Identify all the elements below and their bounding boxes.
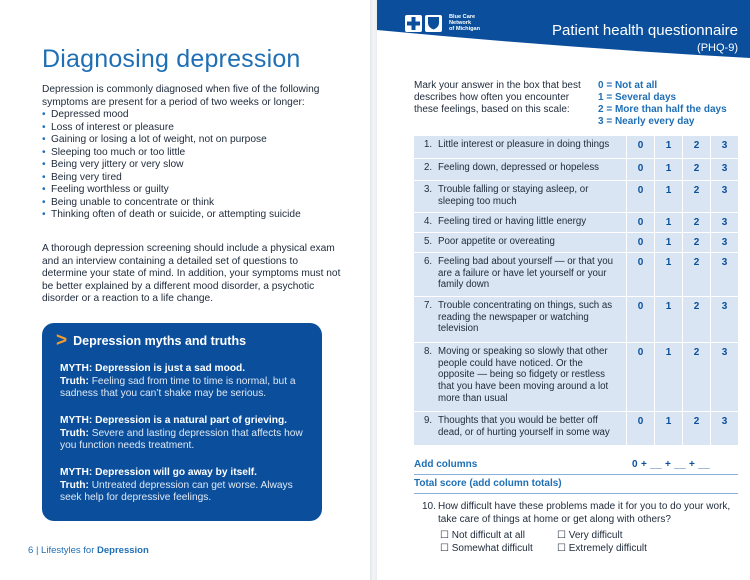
truth-text: Feeling sad from time to time is normal, but a sadness that you can’t shake may be serious. [60,375,296,400]
myth-statement: MYTH: Depression is just a sad mood. [60,363,246,374]
symptom-item: • Being unable to concentrate or think [42,197,342,210]
answer-box-1[interactable]: 1 [654,181,682,212]
answer-box-3[interactable]: 3 [710,297,738,342]
symptom-item: • Being very jittery or very slow [42,159,342,172]
answer-box-2[interactable]: 2 [682,253,710,296]
answer-box-3[interactable]: 3 [710,181,738,212]
answer-box-1[interactable]: 1 [654,233,682,252]
answer-box-2[interactable]: 2 [682,297,710,342]
question-number: 7. [424,300,433,311]
symptom-item: • Sleeping too much or too little [42,147,342,160]
chevron-right-icon: > [56,330,68,351]
scale-item: 0 = Not at all [598,80,658,91]
symptom-item: • Depressed mood [42,109,342,122]
footer-separator: | [35,545,39,556]
symptom-list [42,109,342,222]
option-somewhat-difficult-checkbox[interactable]: ☐ Somewhat difficult [440,543,557,556]
footer-series: Lifestyles for [41,545,95,556]
question-text: Little interest or pleasure in doing things [438,139,610,150]
page-footer [28,545,149,556]
left-page [0,0,370,580]
banner-title: Patient health questionnaire [552,22,738,39]
blue-shield-icon [425,15,442,32]
symptom-item: • Gaining or losing a lot of weight, not on purpose [42,134,342,147]
answer-box-3[interactable]: 3 [710,136,738,158]
question-row [414,412,738,446]
question-text: How difficult have these problems made it for you to do your work, take care of things at home or get along with others? [438,501,731,525]
question-cell [414,213,626,232]
question-row [414,159,738,181]
divider [414,493,738,494]
truth-text: Untreated depression can get worse. Always seek help for depressive feelings. [60,479,293,504]
answer-box-3[interactable]: 3 [710,343,738,411]
question-number: 3. [424,184,433,195]
question-text: Feeling bad about yourself — or that you are a failure or have let yourself or your family down [438,256,614,291]
answer-box-2[interactable]: 2 [682,343,710,411]
right-page [377,0,750,580]
symptom-item: • Feeling worthless or guilty [42,184,342,197]
question-cell [414,159,626,180]
answer-box-1[interactable]: 1 [654,213,682,232]
answer-box-3[interactable]: 3 [710,159,738,180]
logo-line: Blue Care [449,14,476,20]
question-text: Feeling tired or having little energy [438,216,587,227]
logo-text [449,14,480,33]
question-row [414,233,738,253]
question-number: 8. [424,346,433,357]
answer-box-1[interactable]: 1 [654,253,682,296]
truth-label: Truth: [60,479,89,491]
logo-line: Network [449,20,472,27]
question-10 [422,501,742,526]
answer-box-0[interactable]: 0 [626,136,654,158]
answer-box-2[interactable]: 2 [682,181,710,212]
answer-box-1[interactable]: 1 [654,136,682,158]
question-row [414,253,738,297]
answer-box-0[interactable]: 0 [626,343,654,411]
truth-label: Truth: [60,375,89,387]
answer-box-0[interactable]: 0 [626,181,654,212]
truth-text: Severe and lasting depression that affects how you function needs treatment. [60,427,303,452]
question-cell [414,343,626,411]
question-text: Thoughts that you would be better off dead, or of hurting yourself in some way [438,415,610,438]
myth-statement: MYTH: Depression will go away by itself. [60,467,257,478]
footer-topic: Depression [97,545,149,556]
question-row [414,297,738,343]
question-number: 1. [424,139,433,150]
answer-box-1[interactable]: 1 [654,343,682,411]
answer-box-3[interactable]: 3 [710,253,738,296]
scale-item: 1 = Several days [598,92,677,103]
question-row [414,213,738,233]
answer-box-3[interactable]: 3 [710,412,738,445]
answer-box-0[interactable]: 0 [626,253,654,296]
myths-box [42,323,322,521]
question-number: 2. [424,162,433,173]
answer-box-2[interactable]: 2 [682,233,710,252]
myth-item [60,415,316,453]
phq9-table [414,136,738,446]
bcn-logo [405,14,480,33]
symptom-item: • Being very tired [42,172,342,185]
question-number: 6. [424,256,433,267]
screening-paragraph: A thorough depression screening should include a physical exam and an interview containing a detailed set of questions to determine your state of mind. In addition, your symptoms must not be better explained by a different mood disorder, a psychotic disorder or a reaction to a life change. [42,243,341,304]
option-very-difficult-checkbox[interactable]: ☐ Very difficult [557,530,677,543]
add-columns-label: Add columns [414,459,478,470]
myth-item [60,363,316,401]
intro-text: Depression is commonly diagnosed when five of the following symptoms are present for a period of two weeks or longer: [42,84,320,108]
answer-box-0[interactable]: 0 [626,297,654,342]
question-cell [414,412,626,445]
page-number: 6 [28,545,34,556]
question-number: 4. [424,216,433,227]
answer-box-0[interactable]: 0 [626,412,654,445]
total-score-label: Total score (add column totals) [414,478,562,489]
truth-label: Truth: [60,427,89,439]
answer-box-0[interactable]: 0 [626,213,654,232]
question-number: 5. [424,236,433,247]
blue-cross-icon [405,15,422,32]
myth-item [60,467,316,505]
difficulty-options [440,530,677,555]
question-text: Feeling down, depressed or hopeless [438,162,600,173]
question-row [414,181,738,213]
answer-box-3[interactable]: 3 [710,213,738,232]
myths-heading [56,330,247,351]
question-text: Moving or speaking so slowly that other people could have noticed. Or the opposite — being so fidgety or restless that you have been moving around a lot more than usual [438,346,609,404]
answer-box-1[interactable]: 1 [654,297,682,342]
answer-box-2[interactable]: 2 [682,213,710,232]
intro-block [42,84,342,222]
symptom-item: • Thinking often of death or suicide, or attempting suicide [42,209,342,222]
scale-item: 2 = More than half the days [598,104,727,115]
question-row [414,136,738,159]
answer-box-1[interactable]: 1 [654,412,682,445]
option-not-difficult-checkbox[interactable]: ☐ Not difficult at all [440,530,557,543]
question-cell [414,181,626,212]
answer-box-2[interactable]: 2 [682,136,710,158]
banner-subtitle: (PHQ-9) [697,42,738,54]
answer-box-0[interactable]: 0 [626,159,654,180]
question-cell [414,136,626,158]
question-cell [414,297,626,342]
logo-line: of Michigan [449,26,481,33]
option-extremely-difficult-checkbox[interactable]: ☐ Extremely difficult [557,543,677,556]
symptom-item: • Loss of interest or pleasure [42,122,342,135]
myth-statement: MYTH: Depression is a natural part of grieving. [60,415,287,426]
question-row [414,343,738,412]
answer-box-1[interactable]: 1 [654,159,682,180]
question-text: Trouble falling or staying asleep, or sleeping too much [438,184,589,207]
answer-box-0[interactable]: 0 [626,233,654,252]
myths-heading-text: Depression myths and truths [73,334,247,348]
book-spine [370,0,377,580]
question-number: 10. [422,501,436,512]
question-text: Poor appetite or overeating [438,236,555,247]
question-text: Trouble concentrating on things, such as reading the newspaper or watching television [438,300,613,335]
add-columns-value[interactable]: 0 + __ + __ + __ [632,459,710,470]
instruction-text: Mark your answer in the box that best describes how often you encounter these feelings, based on this scale: [414,80,581,115]
answer-box-2[interactable]: 2 [682,412,710,445]
question-cell [414,233,626,252]
answer-scale [598,80,727,128]
answer-box-3[interactable]: 3 [710,233,738,252]
answer-box-2[interactable]: 2 [682,159,710,180]
page-title: Diagnosing depression [42,45,301,73]
scale-item: 3 = Nearly every day [598,116,695,127]
question-cell [414,253,626,296]
divider [414,474,738,475]
question-number: 9. [424,415,433,426]
